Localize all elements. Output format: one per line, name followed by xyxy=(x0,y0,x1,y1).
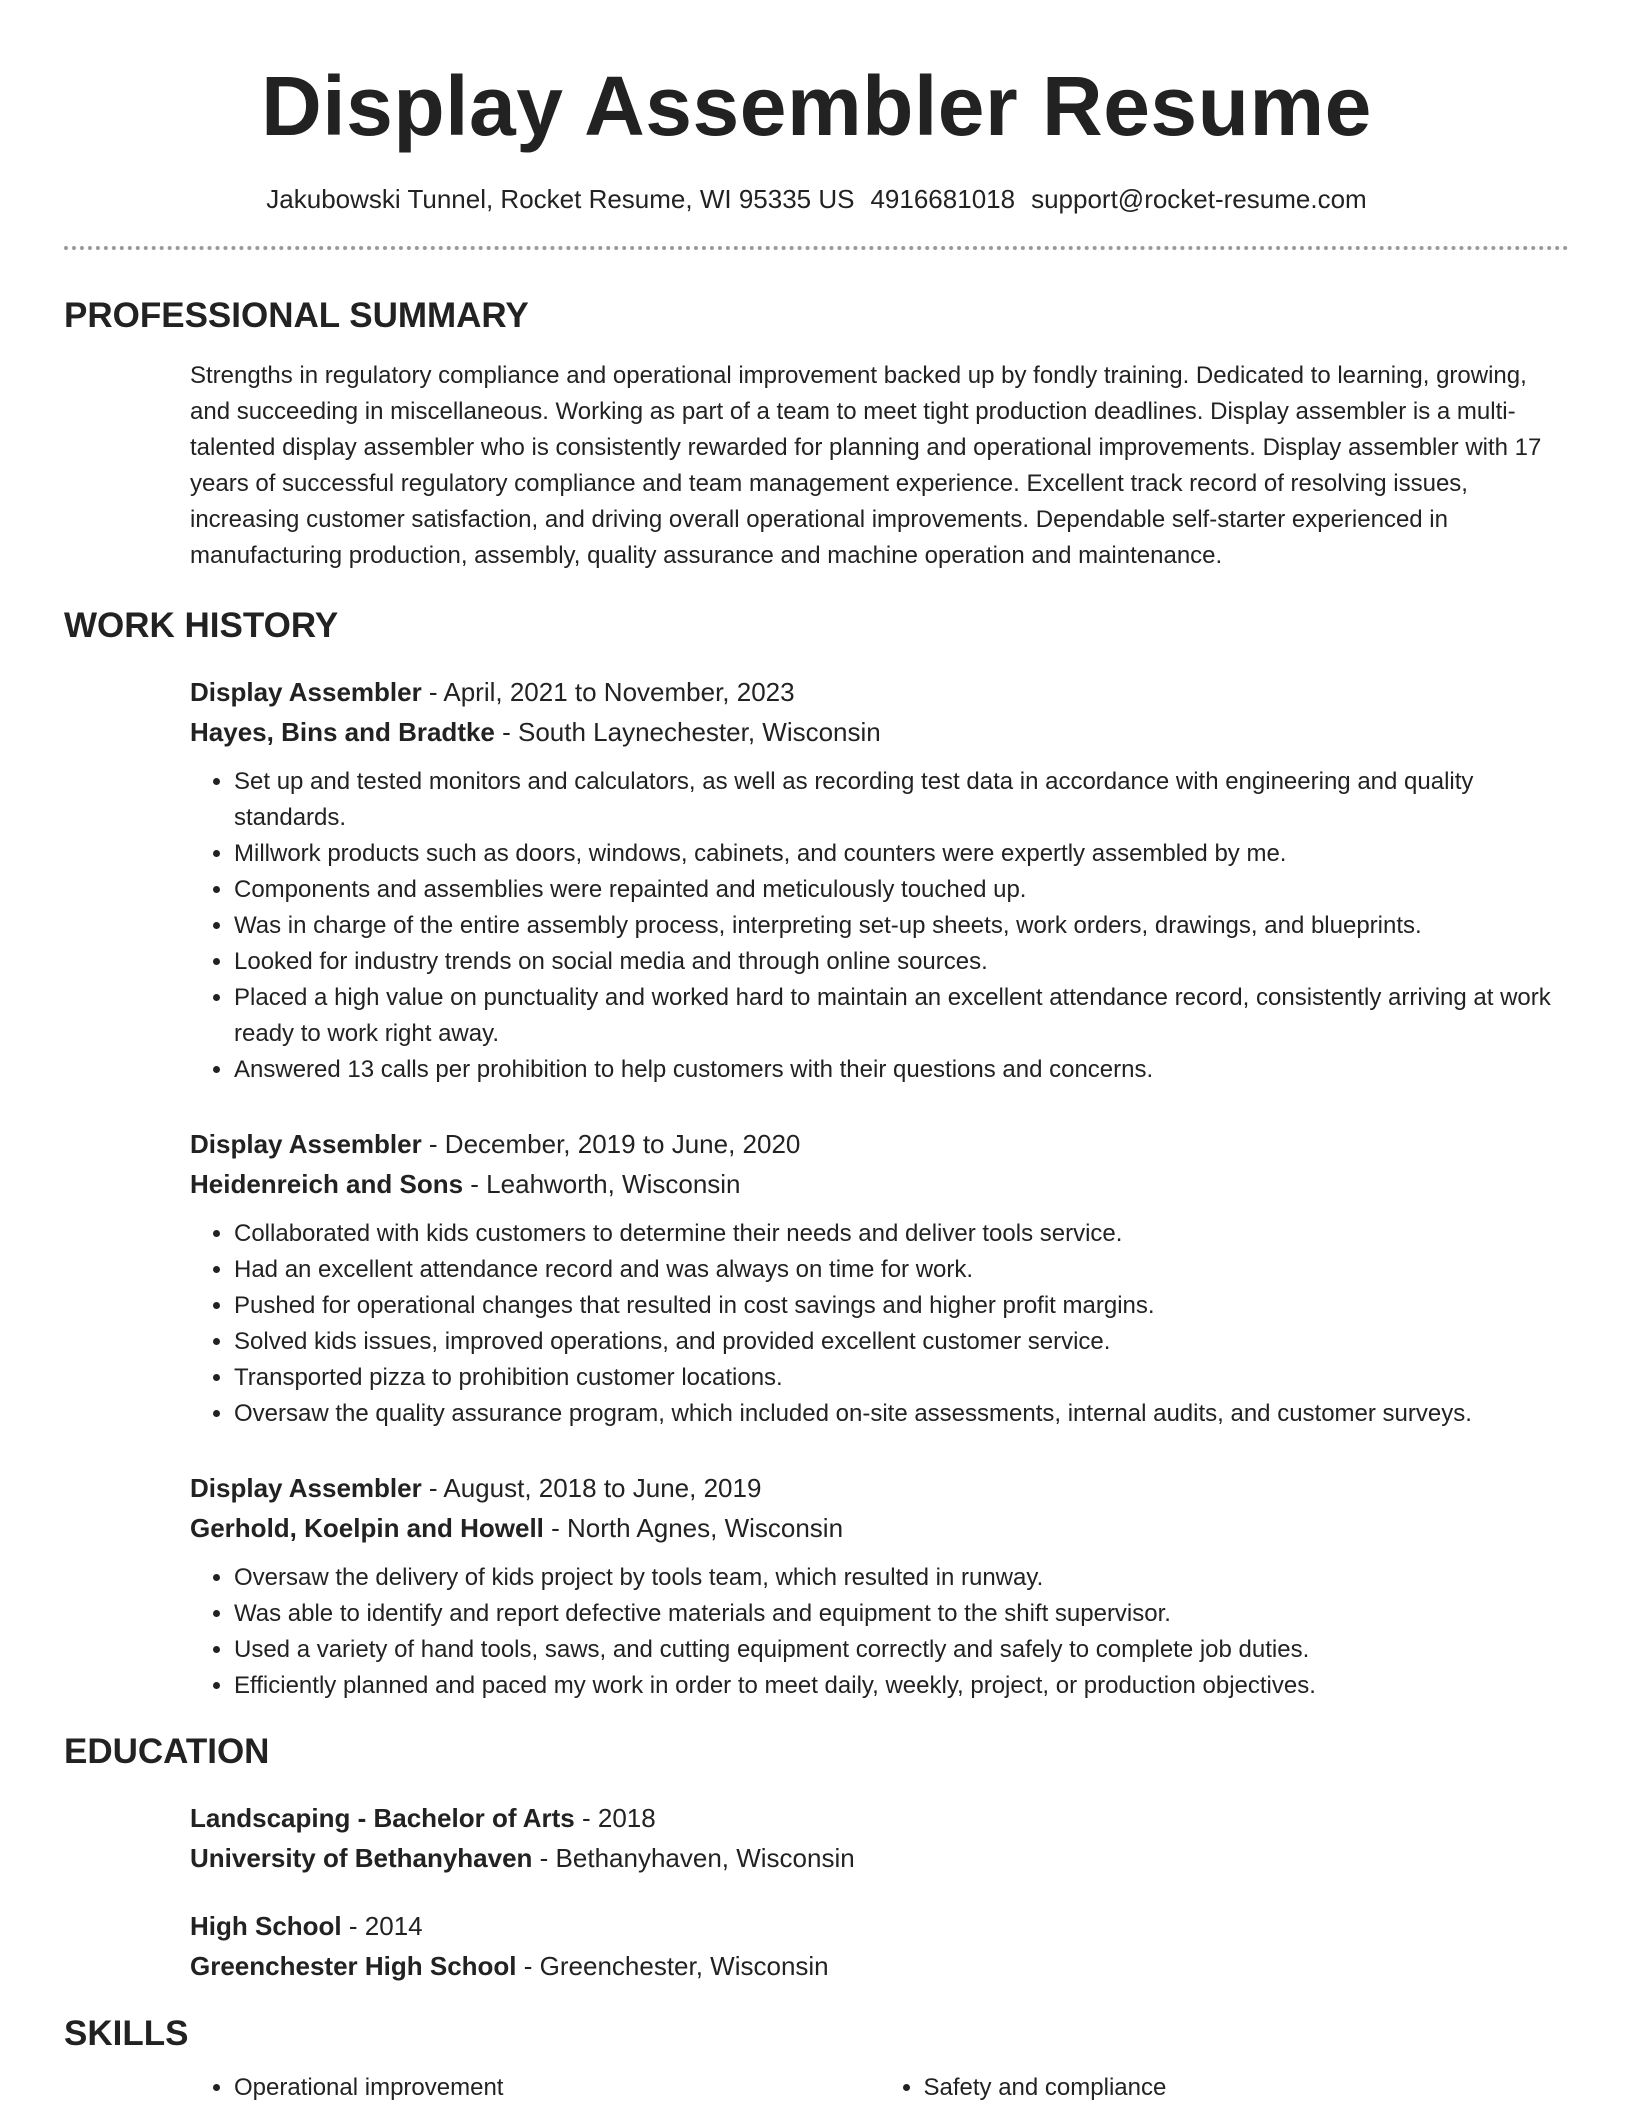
degree: Landscaping - Bachelor of Arts xyxy=(190,1803,575,1833)
page-title: Display Assembler Resume xyxy=(261,59,1372,153)
education-entry xyxy=(190,1906,1569,1986)
list-item: • Was able to identify and report defective materials and equipment to the shift supervisor. xyxy=(234,1596,1569,1632)
job-company: Hayes, Bins and Bradtke xyxy=(190,717,495,747)
job-title-line xyxy=(190,1468,1569,1508)
skills-heading: SKILLS xyxy=(64,2014,189,2053)
list-item: • Looked for industry trends on social media and through online sources. xyxy=(234,944,1569,980)
job-company-line xyxy=(190,712,1569,752)
list-item: • Pushed for operational changes that resulted in cost savings and higher profit margins. xyxy=(234,1288,1569,1324)
school-location: - Greenchester, Wisconsin xyxy=(516,1951,829,1981)
job-company: Gerhold, Koelpin and Howell xyxy=(190,1513,544,1543)
job-entry xyxy=(190,1124,1569,1432)
school-line xyxy=(190,1946,1569,1986)
job-title-line xyxy=(190,1124,1569,1164)
list-item: • Placed a high value on punctuality and worked hard to maintain an excellent attendance record, consistently arriving at work ready to work right away. xyxy=(234,980,1569,1052)
skill-item: • Operational improvement xyxy=(234,2070,880,2106)
contact-email: support@rocket-resume.com xyxy=(1031,184,1367,214)
job-entry xyxy=(190,672,1569,1088)
contact-address: Jakubowski Tunnel, Rocket Resume, WI 95335 US xyxy=(266,184,855,214)
skills-list-right xyxy=(880,2070,1570,2106)
list-item: • Was in charge of the entire assembly process, interpreting set-up sheets, work orders, drawings, and blueprints. xyxy=(234,908,1569,944)
job-entry xyxy=(190,1468,1569,1704)
degree-line xyxy=(190,1906,1569,1946)
job-title: Display Assembler xyxy=(190,1473,422,1503)
summary-heading: PROFESSIONAL SUMMARY xyxy=(64,296,529,335)
education-entry xyxy=(190,1798,1569,1878)
job-location: - Leahworth, Wisconsin xyxy=(463,1169,741,1199)
list-item: • Efficiently planned and paced my work in order to meet daily, weekly, project, or production objectives. xyxy=(234,1668,1569,1704)
list-item: • Oversaw the quality assurance program, which included on-site assessments, internal audits, and customer surveys. xyxy=(234,1396,1569,1432)
list-item: • Used a variety of hand tools, saws, and cutting equipment correctly and safely to complete job duties. xyxy=(234,1632,1569,1668)
job-title-line xyxy=(190,672,1569,712)
skills-section xyxy=(64,2012,1569,2106)
list-item: • Components and assemblies were repainted and meticulously touched up. xyxy=(234,872,1569,908)
job-location: - North Agnes, Wisconsin xyxy=(543,1513,844,1543)
summary-section xyxy=(64,294,1569,574)
school-line xyxy=(190,1838,1569,1878)
job-dates: - December, 2019 to June, 2020 xyxy=(421,1129,801,1159)
job-company-line xyxy=(190,1508,1569,1548)
job-duties-list xyxy=(190,1216,1569,1432)
education-heading: EDUCATION xyxy=(64,1732,270,1771)
graduation-year: - 2018 xyxy=(574,1803,656,1833)
skill-item: • Safety and compliance xyxy=(924,2070,1570,2106)
school-location: - Bethanyhaven, Wisconsin xyxy=(532,1843,855,1873)
degree-line xyxy=(190,1798,1569,1838)
work-history-heading: WORK HISTORY xyxy=(64,606,339,645)
contact-phone: 4916681018 xyxy=(870,184,1016,214)
list-item: • Solved kids issues, improved operations, and provided excellent customer service. xyxy=(234,1324,1569,1360)
list-item: • Transported pizza to prohibition customer locations. xyxy=(234,1360,1569,1396)
list-item: • Millwork products such as doors, windows, cabinets, and counters were expertly assembled by me. xyxy=(234,836,1569,872)
graduation-year: - 2014 xyxy=(341,1911,423,1941)
job-location: - South Laynechester, Wisconsin xyxy=(494,717,881,747)
job-dates: - August, 2018 to June, 2019 xyxy=(421,1473,762,1503)
job-dates: - April, 2021 to November, 2023 xyxy=(421,677,795,707)
work-history-section xyxy=(64,604,1569,1704)
list-item: • Oversaw the delivery of kids project by tools team, which resulted in runway. xyxy=(234,1560,1569,1596)
summary-text: Strengths in regulatory compliance and operational improvement backed up by fondly training. Dedicated to learning, growing, and succeeding in miscellaneous. Working as part of a team to meet tight production deadlines. Display assembler is a multi-talented display assembler who is consistently rewarded for planning and operational improvements. Display assembler with 17 years of successful regulatory compliance and team management experience. Excellent track record of resolving issues, increasing customer satisfaction, and driving overall operational improvements. Dependable self-starter experienced in manufacturing production, assembly, quality assurance and machine operation and maintenance. xyxy=(190,362,1542,569)
list-item: • Set up and tested monitors and calculators, as well as recording test data in accordance with engineering and quality standards. xyxy=(234,764,1569,836)
contact-info xyxy=(64,182,1569,216)
degree: High School xyxy=(190,1911,342,1941)
list-item: • Answered 13 calls per prohibition to help customers with their questions and concerns. xyxy=(234,1052,1569,1088)
job-company-line xyxy=(190,1164,1569,1204)
list-item: • Collaborated with kids customers to determine their needs and deliver tools service. xyxy=(234,1216,1569,1252)
header-divider xyxy=(64,246,1569,250)
school-name: University of Bethanyhaven xyxy=(190,1843,533,1873)
list-item: • Had an excellent attendance record and was always on time for work. xyxy=(234,1252,1569,1288)
skills-list-left xyxy=(190,2070,880,2106)
job-duties-list xyxy=(190,1560,1569,1704)
job-title: Display Assembler xyxy=(190,1129,422,1159)
resume-page xyxy=(64,0,1569,2106)
skills-grid xyxy=(190,2070,1569,2106)
job-company: Heidenreich and Sons xyxy=(190,1169,464,1199)
job-duties-list xyxy=(190,764,1569,1088)
school-name: Greenchester High School xyxy=(190,1951,517,1981)
job-title: Display Assembler xyxy=(190,677,422,707)
education-section xyxy=(64,1730,1569,1986)
